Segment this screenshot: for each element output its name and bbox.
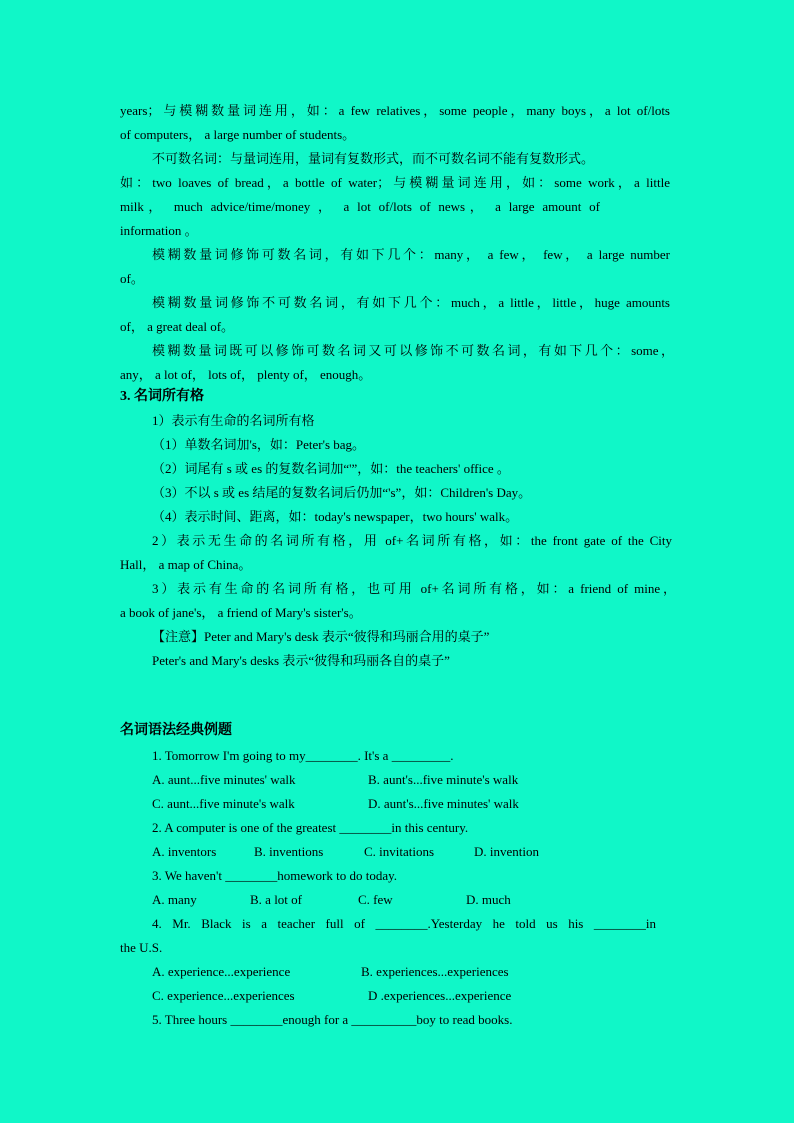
option-row bbox=[152, 795, 519, 812]
text-line: 模糊数量词修饰不可数名词，有如下几个：much，a little，little，huge amounts bbox=[152, 295, 670, 310]
text-line: （4）表示时间、距离，如：today's newspaper，two hours' walk。 bbox=[152, 509, 519, 524]
option-d: D .experiences...experience bbox=[368, 988, 512, 1003]
option-b: B. aunt's...five minute's walk bbox=[368, 772, 519, 787]
option-row bbox=[152, 843, 539, 860]
text-line: 模糊数量词既可以修饰可数名词又可以修饰不可数名词，有如下几个：some， bbox=[152, 343, 674, 358]
option-d: D. aunt's...five minutes' walk bbox=[368, 796, 519, 811]
section-heading: 3. 名词所有格 bbox=[120, 389, 204, 404]
text-line: information 。 bbox=[120, 223, 198, 238]
option-row bbox=[152, 891, 511, 908]
section-heading: 名词语法经典例题 bbox=[120, 723, 232, 738]
option-a: A. aunt...five minutes' walk bbox=[152, 772, 296, 787]
note-line: Peter's and Mary's desks 表示“彼得和玛丽各自的桌子” bbox=[152, 653, 450, 668]
option-b: B. experiences...experiences bbox=[361, 964, 509, 979]
text-line: 如：two loaves of bread，a bottle of water；与模糊量词连用，如：some work，a little bbox=[120, 175, 670, 190]
text-line: a book of jane's， a friend of Mary's sister's。 bbox=[120, 605, 362, 620]
question-text: the U.S. bbox=[120, 940, 163, 955]
text-line: （1）单数名词加's，如：Peter's bag。 bbox=[152, 437, 366, 452]
option-c: C. invitations bbox=[364, 844, 435, 859]
text-line: （2）词尾有 s 或 es 的复数名词加“'”，如：the teachers' office 。 bbox=[152, 461, 510, 476]
option-d: D. invention bbox=[474, 844, 539, 859]
option-a: A. inventors bbox=[152, 844, 217, 859]
question-text: 2. A computer is one of the greatest ________in this century. bbox=[152, 820, 469, 835]
text-line: years；与模糊数量词连用，如：a few relatives，some people，many boys，a lot of/lots bbox=[120, 103, 670, 118]
text-line: Hall， a map of China。 bbox=[120, 557, 252, 572]
text-line: any， a lot of， lots of， plenty of， enough。 bbox=[120, 367, 372, 382]
option-c: C. aunt...five minute's walk bbox=[152, 796, 295, 811]
option-row bbox=[152, 987, 512, 1004]
question-text: 1. Tomorrow I'm going to my________. It's a _________. bbox=[152, 748, 454, 763]
text-line: 模糊数量词修饰可数名词，有如下几个：many， a few， few， a large number bbox=[152, 247, 670, 262]
text-line: of。 bbox=[120, 271, 144, 286]
text-line: 2）表示无生命的名词所有格，用 of+名词所有格，如：the front gate of the City bbox=[152, 533, 672, 548]
option-b: B. inventions bbox=[254, 844, 324, 859]
note-line: 【注意】Peter and Mary's desk 表示“彼得和玛丽合用的桌子” bbox=[152, 629, 490, 644]
text-line: （3）不以 s 或 es 结尾的复数名词后仍加“'s”，如：Children's Day。 bbox=[152, 485, 532, 500]
question-text: 5. Three hours ________enough for a __________boy to read books. bbox=[152, 1012, 513, 1027]
text-line: 不可数名词：与量词连用，量词有复数形式，而不可数名词不能有复数形式。 bbox=[152, 151, 595, 166]
question-text: 3. We haven't ________homework to do today. bbox=[152, 868, 398, 883]
text-line: 3）表示有生命的名词所有格，也可用 of+名词所有格，如：a friend of mine， bbox=[152, 581, 676, 596]
option-b: B. a lot of bbox=[250, 892, 302, 907]
question-text: 4. Mr. Black is a teacher full of ________.Yesterday he told us his ________in bbox=[152, 916, 656, 931]
text-line: milk， much advice/time/money ， a lot of/lots of news， a large amount of bbox=[120, 199, 600, 214]
option-row bbox=[152, 771, 519, 788]
option-c: C. experience...experiences bbox=[152, 988, 295, 1003]
option-a: A. experience...experience bbox=[152, 964, 291, 979]
option-a: A. many bbox=[152, 892, 197, 907]
text-line: of， a great deal of。 bbox=[120, 319, 235, 334]
option-c: C. few bbox=[358, 892, 393, 907]
text-line: 1）表示有生命的名词所有格 bbox=[152, 413, 315, 428]
text-line: of computers， a large number of students。 bbox=[120, 127, 356, 142]
option-row bbox=[152, 963, 509, 980]
option-d: D. much bbox=[466, 892, 511, 907]
